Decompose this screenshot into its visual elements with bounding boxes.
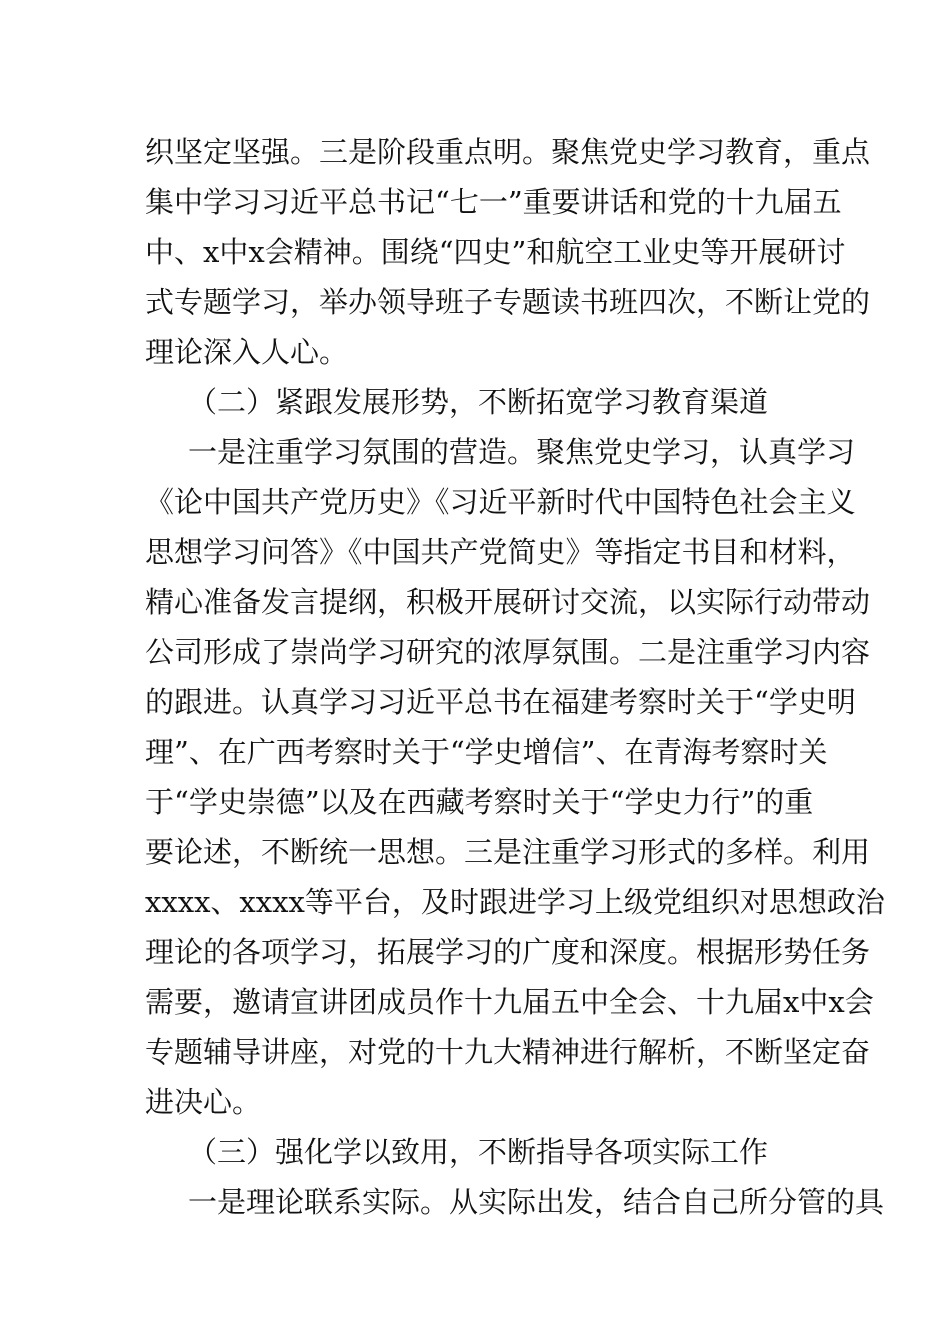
text-line: 公司形成了崇尚学习研究的浓厚氛围。二是注重学习内容 [145,635,871,669]
text-line: 理论深入人心。 [145,335,349,369]
text-line: 需要，邀请宣讲团成员作十九届五中全会、十九届x中x会 [145,985,874,1019]
text-line: 精心准备发言提纲，积极开展研讨交流，以实际行动带动 [145,585,871,619]
text-line: 的跟进。认真学习习近平总书在福建考察时关于“学史明 [145,685,856,719]
text-line: 思想学习问答》《中国共产党简史》等指定书目和材料， [145,535,856,569]
text-line: 理”、在广西考察时关于“学史增信”、在青海考察时关 [145,735,828,769]
text-line: 织坚定坚强。三是阶段重点明。聚焦党史学习教育，重点 [145,135,871,169]
text-line: 进决心。 [145,1085,262,1119]
text-line: 式专题学习，举办领导班子专题读书班四次，不断让党的 [145,285,871,319]
section-heading: （二）紧跟发展形势，不断拓宽学习教育渠道 [188,385,769,419]
text-line: 要论述，不断统一思想。三是注重学习形式的多样。利用 [145,835,871,869]
paragraph-first-line: 一是注重学习氛围的营造。聚焦党史学习，认真学习 [188,435,856,469]
text-line: 专题辅导讲座，对党的十九大精神进行解析，不断坚定奋 [145,1035,871,1069]
text-line: 中、x中x会精神。围绕“四史”和航空工业史等开展研讨 [145,235,846,269]
paragraph-first-line: 一是理论联系实际。从实际出发，结合自己所分管的具 [188,1185,885,1219]
text-line: xxxx、xxxx等平台，及时跟进学习上级党组织对思想政治 [145,885,885,919]
text-line: 于“学史崇德”以及在西藏考察时关于“学史力行”的重 [145,785,814,819]
text-line: 理论的各项学习，拓展学习的广度和深度。根据形势任务 [145,935,871,969]
text-line: 《论中国共产党历史》《习近平新时代中国特色社会主义 [145,485,856,519]
section-heading: （三）强化学以致用，不断指导各项实际工作 [188,1135,769,1169]
text-line: 集中学习习近平总书记“七一”重要讲话和党的十九届五 [145,185,842,219]
